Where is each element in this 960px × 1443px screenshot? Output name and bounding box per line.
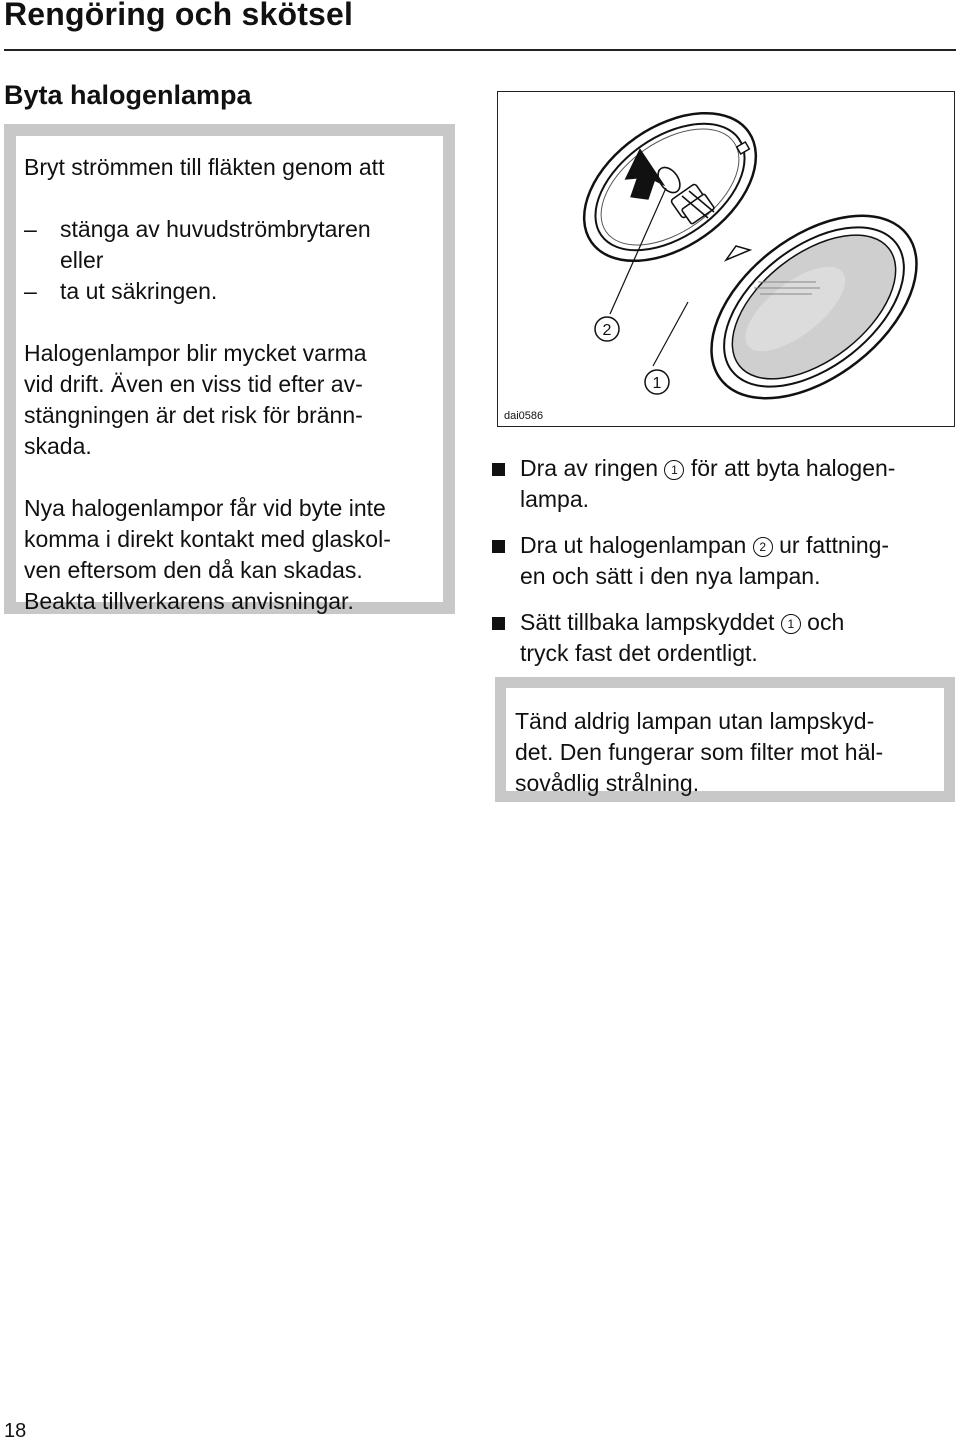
note-box [495,677,955,802]
list-item-text: ta ut säkringen. [60,278,218,304]
text-line: det. Den fungerar som filter mot häl- [515,739,884,765]
text-line: skada. [24,433,92,459]
figure-code: dai0586 [504,410,544,422]
ref-number: 2 [753,537,773,557]
callout-1-label: 1 [652,375,662,392]
step-text: Dra av ringen [520,455,665,481]
heat-warning-paragraph [24,338,439,462]
text-line: ven eftersom den då kan skadas. [24,557,363,583]
text-line: Halogenlampor blir mycket varma [24,340,367,366]
square-bullet-icon [492,617,505,630]
dash-list [24,214,439,307]
instruction-step [490,453,955,515]
step-text: en och sätt i den nya lampan. [520,563,821,589]
title-divider [4,49,956,51]
dash-marker: – [24,216,37,242]
text-line: Beakta tillverkarens anvisningar. [24,588,354,614]
page-title: Rengöring och skötsel [4,0,354,32]
step-text: Sätt tillbaka lampskyddet [520,609,781,635]
square-bullet-icon [492,540,505,553]
square-bullet-icon [492,463,505,476]
list-item-text: stänga av huvudströmbrytaren [60,216,371,242]
list-item [24,214,439,276]
text-line: komma i direkt kontakt med glaskol- [24,526,391,552]
contact-warning-paragraph [24,493,439,617]
page-number: 18 [4,1420,27,1442]
note-text [515,706,935,799]
text-line: vid drift. Även en viss tid efter av- [24,371,363,397]
instruction-step [490,530,955,592]
text-line: Tänd aldrig lampan utan lampskyd- [515,708,875,734]
step-text: tryck fast det ordentligt. [520,640,758,666]
ref-number: 1 [781,614,801,634]
dash-marker: – [24,278,37,304]
callout-1 [645,370,669,394]
step-text: för att byta halogen- [684,455,896,481]
list-item-text: eller [60,247,104,273]
step-text: Dra ut halogenlampan [520,532,753,558]
warning-box [4,124,455,614]
text-line: Nya halogenlampor får vid byte inte [24,495,386,521]
step-text: ur fattning- [772,532,890,558]
text-line: sovådlig strålning. [515,770,700,796]
text-line: stängningen är det risk för bränn- [24,402,363,428]
instruction-step [490,607,955,669]
instruction-steps [490,453,955,684]
warning-intro: Bryt strömmen till fläkten genom att [24,154,385,180]
callout-2-label: 2 [602,322,612,339]
section-heading: Byta halogenlampa [4,80,252,110]
lamp-drawing [498,92,956,428]
step-text: lampa. [520,486,590,512]
callout-2 [595,317,619,341]
list-item [24,276,439,307]
ref-number: 1 [664,460,684,480]
step-text: och [800,609,845,635]
lamp-illustration [497,91,955,427]
